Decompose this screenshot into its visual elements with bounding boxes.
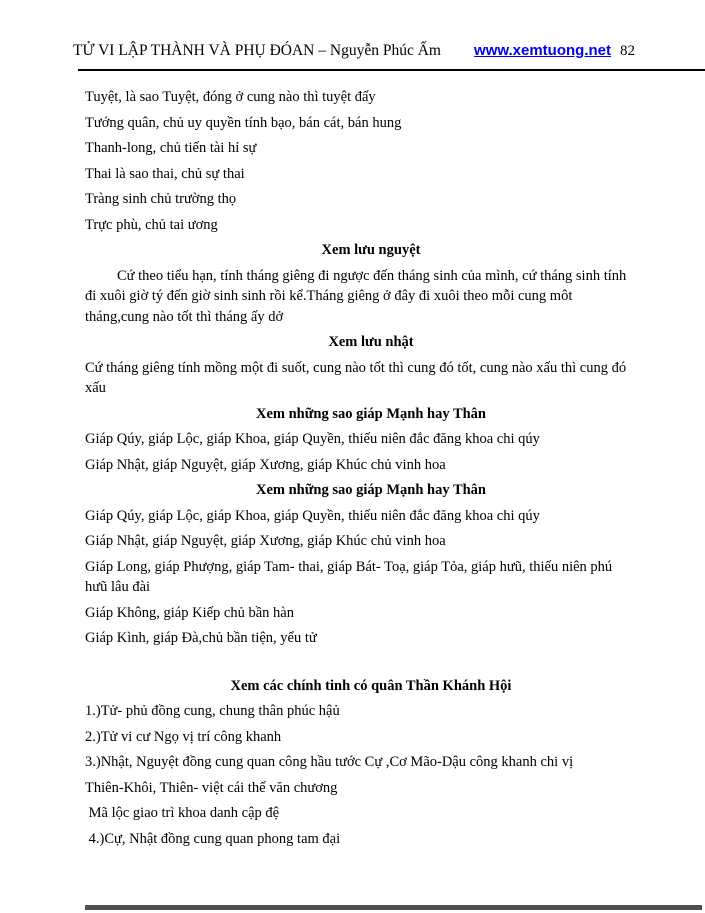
header-rule	[78, 69, 705, 71]
page-number: 82	[620, 43, 635, 59]
paragraph-line: Giáp Long, giáp Phượng, giáp Tam- thai, giáp Bát- Toạ, giáp Tỏa, giáp hưũ, thiếu niên phú	[85, 558, 613, 575]
website-link[interactable]: www.xemtuong.net	[474, 42, 611, 59]
section-heading: Xem lưu nguyệt	[321, 242, 421, 258]
text-line: Thai là sao thai, chủ sự thai	[85, 165, 245, 182]
text-line: Giáp Qúy, giáp Lộc, giáp Khoa, giáp Quyền, thiếu niên đắc đăng khoa chi qúy	[85, 507, 540, 524]
text-line: 2.)Tử vi cư Ngọ vị trí công khanh	[85, 728, 282, 745]
text-line: Giáp Qúy, giáp Lộc, giáp Khoa, giáp Quyền, thiếu niên đắc đăng khoa chi qúy	[85, 431, 540, 447]
paragraph-line: tháng,cung nào tốt thì tháng ấy dở	[85, 308, 284, 325]
section-heading: Xem những sao giáp Mạnh hay Thân	[255, 405, 487, 422]
text-line: Mã lộc giao trì khoa danh cập đệ	[85, 805, 280, 821]
text-line: Tuyệt, là sao Tuyệt, đóng ở cung nào thì tuyệt đấy	[85, 89, 376, 105]
next-page-edge-rule	[85, 905, 702, 910]
paragraph-line: hưũ lâu đài	[85, 579, 151, 595]
text-line: Tràng sinh chủ trường thọ	[85, 191, 237, 207]
text-line: 4.)Cự, Nhật đồng cung quan phong tam đại	[85, 830, 341, 847]
paragraph	[85, 358, 657, 399]
paragraph	[85, 266, 657, 328]
text-line: Thanh-long, chủ tiến tài hỉ sự	[85, 140, 257, 156]
document-body	[85, 87, 657, 849]
text-line: Giáp Kình, giáp Đà,chủ bần tiện, yểu tử	[85, 630, 317, 646]
text-line: Thiên-Khôi, Thiên- việt cái thế văn chương	[85, 779, 338, 796]
paragraph-line: Cứ theo tiểu hạn, tính tháng giêng đi ngược đến tháng sinh của mình, cứ tháng sinh tính	[117, 267, 627, 284]
paragraph-line: đi xuôi giờ tý đến giờ sinh sinh rồi kể.Tháng giêng ở đây đi xuôi theo mỗi cung môt	[85, 288, 573, 304]
text-line: 1.)Tử- phủ đồng cung, chung thân phúc hậủ	[85, 703, 340, 719]
paragraph	[85, 557, 657, 598]
text-line: Giáp Nhật, giáp Nguyệt, giáp Xương, giáp Khúc chủ vinh hoa	[85, 533, 446, 549]
document-title: TỬ VI LẬP THÀNH VÀ PHỤ ĐÓAN – Nguyễn Phúc Ấm	[73, 42, 441, 59]
section-heading: Xem lưu nhật	[328, 334, 414, 350]
text-line: Trực phù, chủ tai ương	[85, 216, 218, 233]
section-heading: Xem các chính tinh có quân Thần Khánh Hội	[230, 677, 512, 694]
text-line: Giáp Không, giáp Kiếp chủ bần hàn	[85, 604, 294, 621]
paragraph-line: xấu	[85, 380, 106, 396]
page-header	[0, 0, 705, 60]
text-line: Giáp Nhật, giáp Nguyệt, giáp Xương, giáp Khúc chủ vinh hoa	[85, 456, 446, 473]
section-heading: Xem những sao giáp Mạnh hay Thân	[255, 482, 487, 498]
paragraph-line: Cứ tháng giêng tính mồng một đi suốt, cung nào tốt thì cung đó tốt, cung nào xấu thì cung đó	[85, 359, 627, 376]
text-line: 3.)Nhật, Nguyệt đồng cung quan công hầu tước Cự ,Cơ Mão-Dậu công khanh chi vị	[85, 754, 574, 770]
text-line: Tướng quân, chủ uy quyền tính bạo, bán cát, bán hung	[85, 114, 402, 131]
